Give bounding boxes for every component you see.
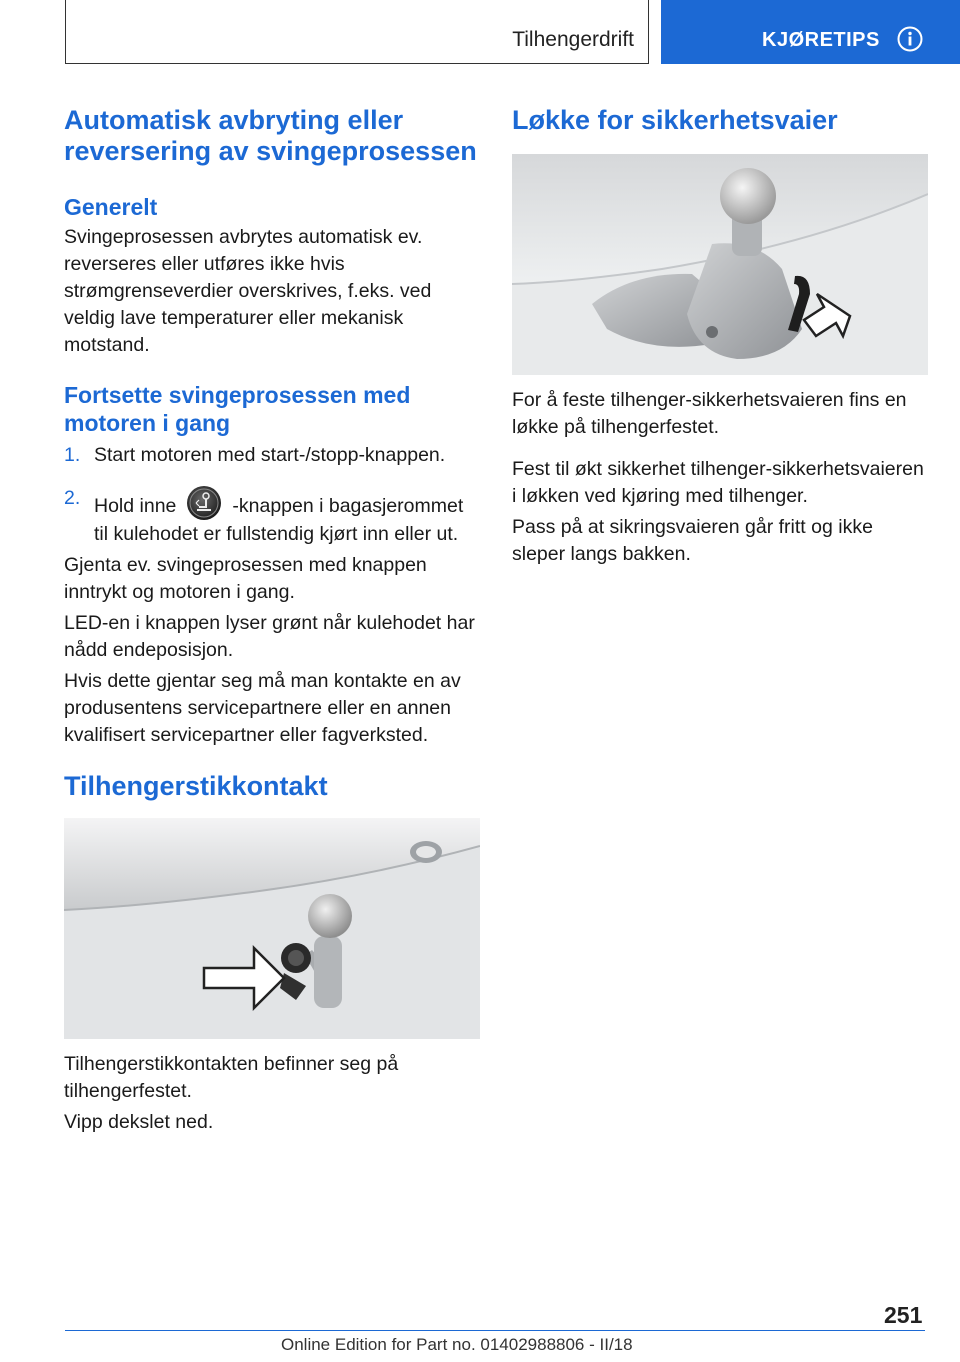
step-2-text-after: -knappen i bagasjerommet til kulehodet er fullstendig kjørt inn eller ut. <box>94 495 464 545</box>
header-chapter-label: KJØRETIPS <box>762 29 880 51</box>
heading-auto-abort: Automatisk avbryting eller reversering av svingeprosessen <box>64 105 477 166</box>
subheading-continue: Fortsette svingeprosessen med motoren i gang <box>64 382 411 436</box>
paragraph-led: LED-en i knappen lyser grønt når kulehodet har nådd endeposisjon. <box>64 612 475 661</box>
step-1 <box>64 442 482 469</box>
steps-list <box>64 442 482 548</box>
step-2-text-before: Hold inne <box>94 495 177 517</box>
step-2 <box>64 485 482 548</box>
paragraph-cover: Vipp dekslet ned. <box>64 1111 214 1133</box>
step-2-number: 2. <box>64 487 81 509</box>
paragraph-service: Hvis dette gjentar seg må man kontakte en av produsentens servicepartnere eller en annen kvalifisert servicepartner eller fagverksted. <box>64 670 461 746</box>
paragraph-loop-attach: Fest til økt sikkerhet tilhenger-sikkerhetsvaieren i løkken ved kjøring med tilhenger. <box>512 458 924 507</box>
paragraph-loop-purpose: For å feste tilhenger-sikkerhetsvaieren fins en løkke på tilhengerfestet. <box>512 389 907 438</box>
subheading-general: Generelt <box>64 194 158 220</box>
paragraph-socket-location: Tilhengerstikkontakten befinner seg på tilhengerfestet. <box>64 1053 399 1102</box>
page-number: 251 <box>884 1302 923 1328</box>
footer-divider <box>65 1330 925 1331</box>
header-section-box <box>65 0 649 64</box>
tow-hitch-button-icon <box>186 485 222 521</box>
header-section-title: Tilhengerdrift <box>512 28 634 51</box>
header-chapter-tab[interactable] <box>661 0 960 64</box>
paragraph-repeat: Gjenta ev. svingeprosessen med knappen inntrykt og motoren i gang. <box>64 554 427 603</box>
right-column <box>512 100 930 568</box>
heading-safety-loop: Løkke for sikkerhetsvaier <box>512 105 838 135</box>
socket-illustration <box>64 818 480 1039</box>
heading-socket: Tilhengerstikkontakt <box>64 771 328 801</box>
paragraph-loop-clearance: Pass på at sikringsvaieren går fritt og ikke sleper langs bakken. <box>512 516 873 565</box>
paragraph-general: Svingeprosessen avbrytes automatisk ev. reverseres eller utføres ikke hvis strømgrenseverdier overskrives, f.eks. ved veldig lave temperaturer eller mekanisk motstand. <box>64 226 432 356</box>
info-icon <box>897 26 923 52</box>
left-column <box>64 100 482 1136</box>
step-1-text: Start motoren med start-/stopp-knappen. <box>94 444 446 466</box>
step-1-number: 1. <box>64 444 81 466</box>
safety-loop-illustration <box>512 154 928 375</box>
footer-edition: Online Edition for Part no. 01402988806 - II/18 <box>281 1335 633 1354</box>
